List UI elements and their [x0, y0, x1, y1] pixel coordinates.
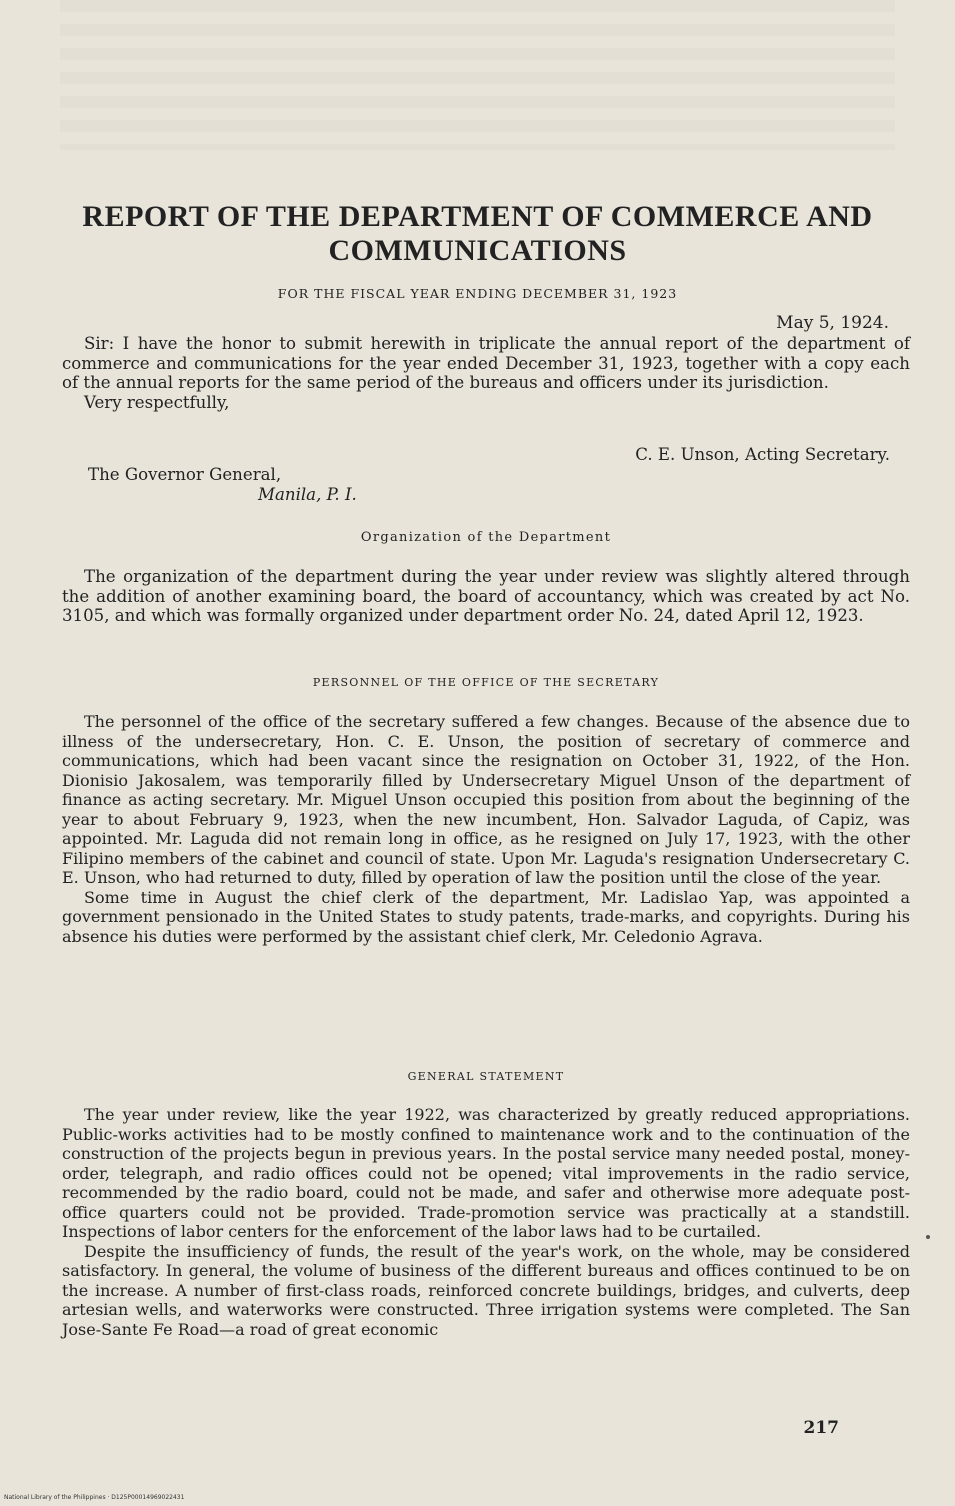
bleed-through-text — [60, 0, 895, 150]
letter-closing: Very respectfully, — [84, 392, 230, 412]
paragraph: Some time in August the chief clerk of the department, Mr. Ladislao Yap, was appointed a government pensionado in the United States to study patents, trade-marks, and copyrights. During his absence his duties were performed by the assistant chief clerk, Mr. Celedonio Agrava. — [62, 887, 910, 946]
margin-dot — [926, 1235, 930, 1239]
paragraph: Despite the insufficiency of funds, the result of the year's work, on the whole, may be considered satisfactory. In general, the volume of business of the different bureaus and offices continued to be on the increase. A number of first-class roads, reinforced concrete buildings, bridges, and culverts, deep artesian wells, and waterworks were constructed. Three irrigation systems were completed. The San Jose-Sante Fe Road—a road of great economic — [62, 1241, 910, 1339]
addressee: The Governor General, — [88, 465, 282, 484]
fiscal-year-subtitle: FOR THE FISCAL YEAR ENDING DECEMBER 31, 1923 — [277, 286, 678, 301]
section-heading-general: GENERAL STATEMENT — [407, 1070, 565, 1083]
letter-paragraph: Sir: I have the honor to submit herewith in triplicate the annual report of the department of commerce and communications for the year ended December 31, 1923, together with a copy each of the annual reports for the same period of the bureaus and officers under its jurisdiction. — [62, 334, 910, 392]
section-organization-body — [62, 567, 910, 626]
paragraph: The personnel of the office of the secretary suffered a few changes. Because of the absence due to illness of the undersecretary, Hon. C. E. Unson, the position of secretary of commerce and communications, which had been vacant since the resignation on October 31, 1922, of the Hon. Dionisio Jakosalem, was temporarily filled by Undersecretary Miguel Unson of the department of finance as acting secretary. Mr. Miguel Unson occupied this position from about the beginning of the year to about February 9, 1923, when the new incumbent, Hon. Salvador Laguda, of Capiz, was appointed. Mr. Laguda did not remain long in office, as he resigned on July 17, 1923, with the other Filipino members of the cabinet and council of state. Upon Mr. Laguda's resignation Undersecretary C. E. Unson, who had returned to duty, filled by operation of law the position until the close of the year. — [62, 712, 910, 887]
page-number: 217 — [803, 1418, 839, 1438]
addressee-location: Manila, P. I. — [258, 485, 357, 504]
title-line-1: REPORT OF THE DEPARTMENT OF COMMERCE AND — [82, 200, 873, 233]
signature: C. E. Unson, Acting Secretary. — [635, 445, 890, 464]
section-heading-organization: Organization of the Department — [360, 530, 612, 545]
section-general-body — [62, 1105, 910, 1339]
report-title — [80, 200, 875, 268]
section-heading-personnel: PERSONNEL OF THE OFFICE OF THE SECRETARY — [312, 676, 660, 689]
paragraph: The year under review, like the year 1922, was characterized by greatly reduced appropriations. Public-works activities had to be mostly confined to maintenance work and to the continuation of the construction of the projects begun in previous years. In the postal service many needed postal, money-order, telegraph, and radio offices could not be opened; vital improvements in the radio service, recommended by the radio board, could not be made, and safer and otherwise more adequate post-office quarters could not be provided. Trade-promotion service was practically at a standstill. Inspections of labor centers for the enforcement of the labor laws had to be curtailed. — [62, 1105, 910, 1241]
letter-date: May 5, 1924. — [776, 313, 889, 333]
archive-footer: National Library of the Philippines · D125P00014969022431 — [4, 1494, 185, 1501]
letter-body — [62, 334, 910, 412]
paragraph: The organization of the department during the year under review was slightly altered through the addition of another examining board, the board of accountancy, which was created by act No. 3105, and which was formally organized under department order No. 24, dated April 12, 1923. — [62, 567, 910, 625]
section-personnel-body — [62, 712, 910, 946]
title-line-2: COMMUNICATIONS — [328, 234, 627, 267]
